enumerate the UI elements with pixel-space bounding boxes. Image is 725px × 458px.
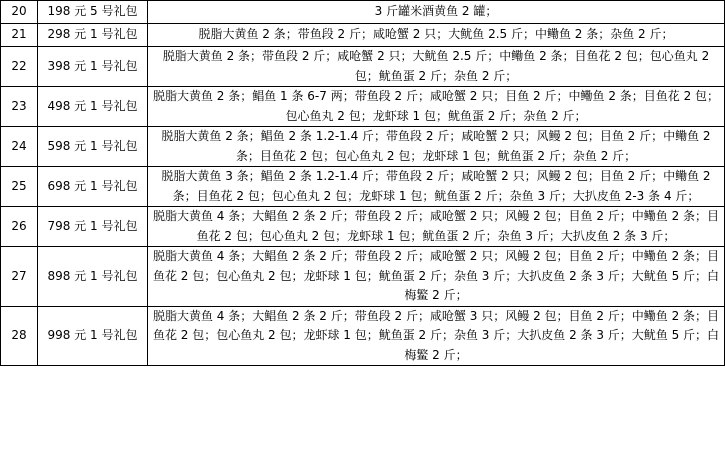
row-number: 26 — [1, 207, 38, 247]
row-number: 27 — [1, 247, 38, 307]
row-number: 23 — [1, 87, 38, 127]
table-row — [1, 306, 725, 366]
table-row — [1, 87, 725, 127]
package-contents: 脱脂大黄鱼 4 条；大鲳鱼 2 条 2 斤；带鱼段 2 斤；咸呛蟹 3 只；风鳗 2 包；目鱼 2 斤；中鳓鱼 2 条；目鱼花 2 包；包心鱼丸 2 包；龙虾球 1 包；鱿鱼蛋 2 斤；杂鱼 3 斤；大扒皮鱼 2 条 3 斤；大鱿鱼 5 斤；白梅鳘 2 斤； — [148, 306, 725, 366]
table-row — [1, 207, 725, 247]
row-number: 22 — [1, 47, 38, 87]
package-name: 898 元 1 号礼包 — [38, 247, 148, 307]
package-name: 298 元 1 号礼包 — [38, 24, 148, 47]
row-number: 21 — [1, 24, 38, 47]
package-contents: 3 斤罐米酒黄鱼 2 罐； — [148, 1, 725, 24]
table-row — [1, 47, 725, 87]
row-number: 25 — [1, 167, 38, 207]
package-name: 798 元 1 号礼包 — [38, 207, 148, 247]
package-contents: 脱脂大黄鱼 2 条；带鱼段 2 斤；咸呛蟹 2 只；大鱿鱼 2.5 斤；中鳓鱼 2 条；目鱼花 2 包；包心鱼丸 2 包；鱿鱼蛋 2 斤；杂鱼 2 斤； — [148, 47, 725, 87]
package-contents: 脱脂大黄鱼 2 条；鲳鱼 1 条 6-7 两；带鱼段 2 斤；咸呛蟹 2 只；目鱼 2 斤；中鳓鱼 2 条；目鱼花 2 包；包心鱼丸 2 包；龙虾球 1 包；鱿鱼蛋 2 斤；杂鱼 2 斤； — [148, 87, 725, 127]
table-row — [1, 167, 725, 207]
package-name: 598 元 1 号礼包 — [38, 127, 148, 167]
package-contents: 脱脂大黄鱼 4 条；大鲳鱼 2 条 2 斤；带鱼段 2 斤；咸呛蟹 2 只；风鳗 2 包；目鱼 2 斤；中鳓鱼 2 条；目鱼花 2 包；包心鱼丸 2 包；龙虾球 1 包；鱿鱼蛋 2 斤；杂鱼 3 斤；大扒皮鱼 2 条 3 斤；大鱿鱼 5 斤；白梅鳘 2 斤； — [148, 247, 725, 307]
table-row — [1, 24, 725, 47]
row-number: 28 — [1, 306, 38, 366]
row-number: 20 — [1, 1, 38, 24]
package-name: 698 元 1 号礼包 — [38, 167, 148, 207]
package-name: 198 元 5 号礼包 — [38, 1, 148, 24]
table-row — [1, 247, 725, 307]
package-name: 998 元 1 号礼包 — [38, 306, 148, 366]
package-name: 498 元 1 号礼包 — [38, 87, 148, 127]
package-contents: 脱脂大黄鱼 3 条；鲳鱼 2 条 1.2-1.4 斤；带鱼段 2 斤；咸呛蟹 2 只；风鳗 2 包；目鱼 2 斤；中鳓鱼 2 条；目鱼花 2 包；包心鱼丸 2 包；龙虾球 1 包；鱿鱼蛋 2 斤；杂鱼 3 斤；大扒皮鱼 2-3 条 4 斤； — [148, 167, 725, 207]
package-contents: 脱脂大黄鱼 2 条；鲳鱼 2 条 1.2-1.4 斤；带鱼段 2 斤；咸呛蟹 2 只；风鳗 2 包；目鱼 2 斤；中鳓鱼 2 条；目鱼花 2 包；包心鱼丸 2 包；龙虾球 1 包；鱿鱼蛋 2 斤；杂鱼 2 斤； — [148, 127, 725, 167]
row-number: 24 — [1, 127, 38, 167]
package-contents: 脱脂大黄鱼 4 条；大鲳鱼 2 条 2 斤；带鱼段 2 斤；咸呛蟹 2 只；风鳗 2 包；目鱼 2 斤；中鳓鱼 2 条；目鱼花 2 包；包心鱼丸 2 包；龙虾球 1 包；鱿鱼蛋 2 斤；杂鱼 3 斤；大扒皮鱼 2 条 3 斤； — [148, 207, 725, 247]
package-name: 398 元 1 号礼包 — [38, 47, 148, 87]
table-row — [1, 127, 725, 167]
table-row — [1, 1, 725, 24]
package-contents: 脱脂大黄鱼 2 条；带鱼段 2 斤；咸呛蟹 2 只；大鱿鱼 2.5 斤；中鳓鱼 2 条；杂鱼 2 斤； — [148, 24, 725, 47]
